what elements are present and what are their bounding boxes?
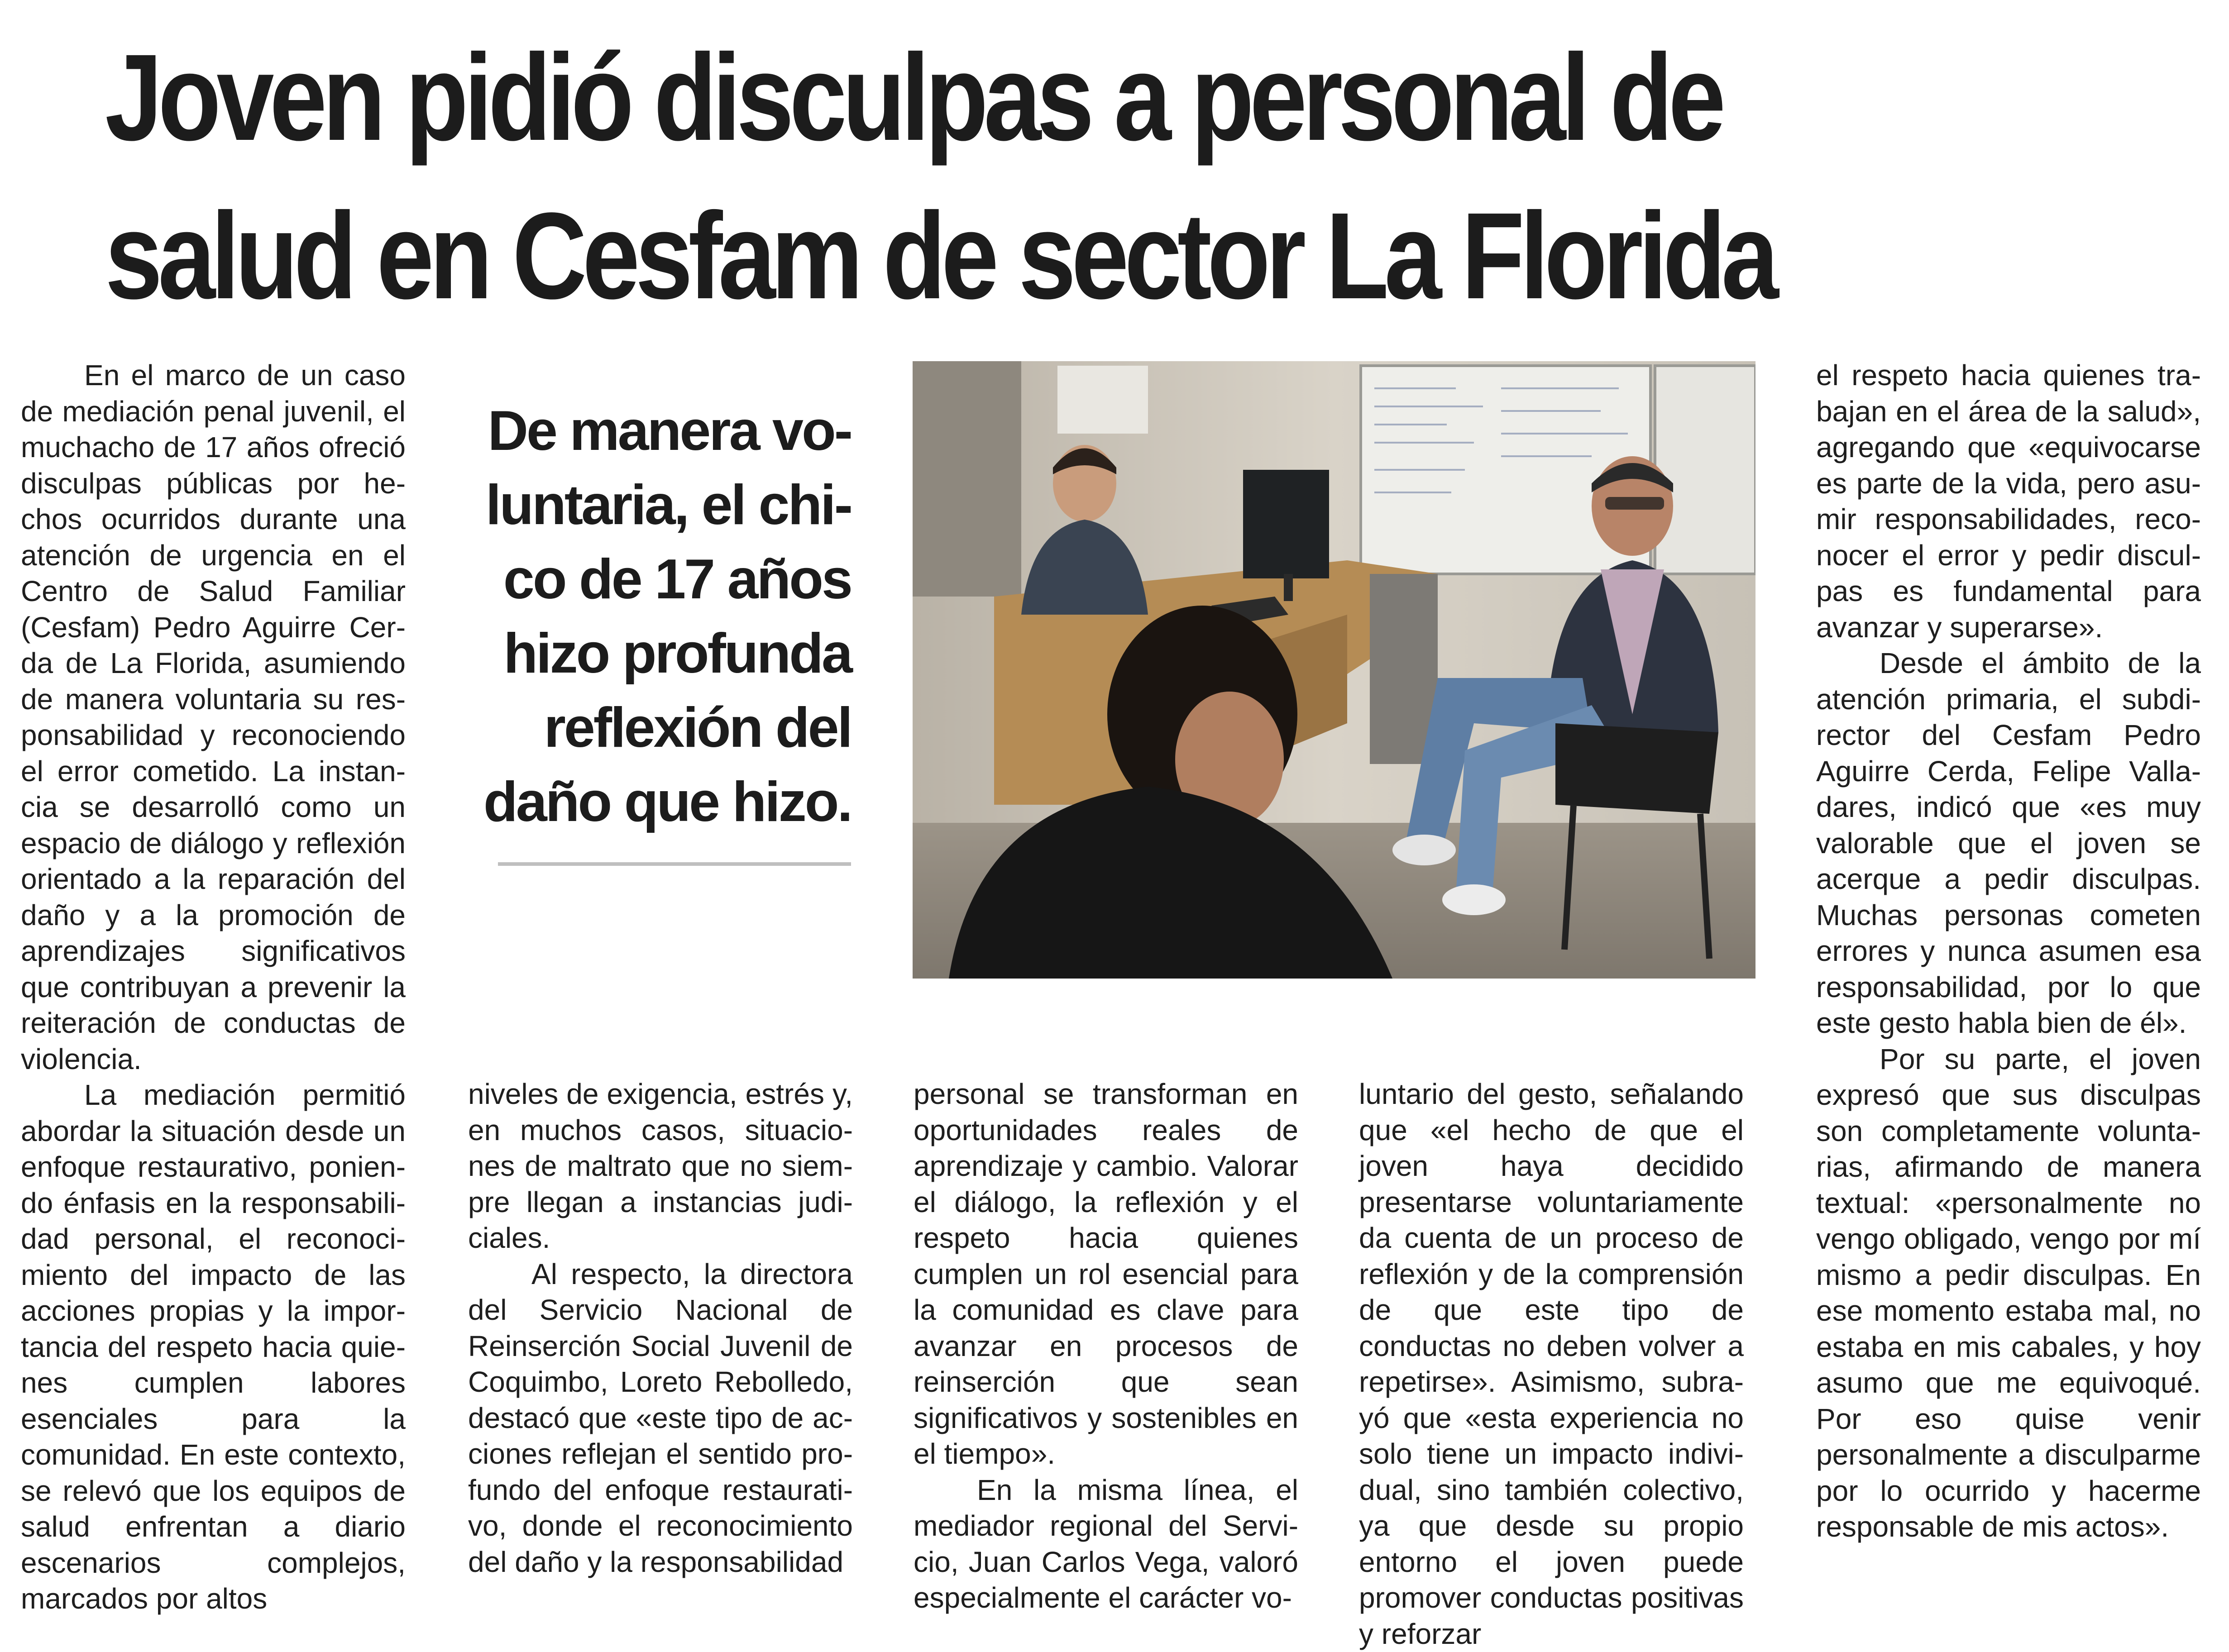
article-column-5 xyxy=(1816,358,2201,1545)
article-column-1 xyxy=(21,358,406,1617)
paragraph-intro: En el marco de un caso de mediación penal juvenil, el muchacho de 17 años ofreció disculpas públicas por hechos ocurridos durante una atención de urgencia en el Centro de Salud Familiar (Cesfam) Pedro Aguirre Cerda de La Florida, asumiendo de manera voluntaria su responsabilidad y reconociendo el error cometido. La instancia se desarrolló como un espacio de diálogo y reflexión orientado a la reparación del daño y a la promoción de aprendizajes significativos que contribuyan a prevenir la reiteración de conductas de violencia. xyxy=(21,359,406,1075)
article-photo xyxy=(913,361,1755,979)
photo-meeting-image xyxy=(913,361,1755,979)
paragraph-mediation: La mediación permitió abordar la situación desde un enfoque restaurativo, poniendo énfasis en la responsabilidad personal, el reconocimiento del impacto de las acciones propias y la importancia del respeto hacia quienes cumplen labores esenciales para la comunidad. En este contexto, se relevó que los equipos de salud enfrentan a diario escenarios complejos, marcados por altos xyxy=(21,1079,406,1615)
pull-quote-line: reflexión del xyxy=(544,697,851,759)
headline-line-2: salud en Cesfam de sector La Florida xyxy=(105,187,1775,325)
pull-quote-line: co de 17 años xyxy=(503,548,851,611)
pull-quote-line: De manera vo- xyxy=(488,400,851,462)
article-column-3 xyxy=(914,1076,1298,1616)
headline xyxy=(105,18,1801,335)
pull-quote-divider xyxy=(498,862,851,866)
paragraph-continued: niveles de exigencia, estrés y, en muchos casos, situaciones de maltrato que no siempre llegan a instancias judiciales. xyxy=(468,1078,853,1254)
paragraph-continued: personal se transforman en oportunidades reales de aprendizaje y cambio. Valorar el diálogo, la reflexión y el respeto hacia quienes cumplen un rol esencial para la comunidad es clave para avanzar en procesos de reinserción que sean significativos y sostenibles en el tiempo». xyxy=(914,1078,1298,1470)
paragraph-mediator: En la misma línea, el mediador regional del Servicio, Juan Carlos Vega, valoró especialmente el carácter vo- xyxy=(914,1473,1298,1614)
pull-quote xyxy=(480,394,851,839)
pull-quote-line: luntaria, el chi- xyxy=(485,474,851,536)
article-column-4 xyxy=(1359,1076,1744,1652)
paragraph-director-quote: Al respecto, la directora del Servicio Nacional de Reinserción Social Juvenil de Coquimbo, Loreto Rebolledo, destacó que «este tipo de acciones reflejan el sentido profundo del enfoque restaurativo, donde el reconocimiento del daño y la responsabilidad xyxy=(468,1257,853,1578)
paragraph-continued: luntario del gesto, señalando que «el hecho de que el joven haya decidido presentarse voluntariamente da cuenta de un proceso de reflexión y de la comprensión de que este tipo de conductas no deben volver a repetirse». Asimismo, subrayó que «esta experiencia no solo tiene un impacto individual, sino también colectivo, ya que desde su propio entorno el joven puede promover conductas positivas y reforzar xyxy=(1359,1078,1744,1650)
headline-line-1: Joven pidió disculpas a personal de xyxy=(105,29,1722,166)
article-column-2 xyxy=(468,1076,853,1580)
paragraph-youth-statement: Por su parte, el joven expresó que sus disculpas son completamente voluntarias, afirmando de manera textual: «personalmente no vengo obligado, vengo por mí mismo a pedir disculpas. En ese momento estaba mal, no estaba en mis cabales, y hoy asumo que me equivoqué. Por eso quise venir personalmente a disculparme por lo ocurrido y hacerme responsable de mis actos». xyxy=(1816,1042,2201,1543)
paragraph-continued: el respeto hacia quienes trabajan en el área de la salud», agregando que «equivocarse es parte de la vida, pero asumir responsabilidades, reconocer el error y pedir disculpas es fundamental para avanzar y superarse». xyxy=(1816,359,2201,644)
paragraph-subdirector: Desde el ámbito de la atención primaria, el subdirector del Cesfam Pedro Aguirre Cerda, Felipe Valladares, indicó que «es muy valorable que el joven se acerque a pedir disculpas. Muchas personas cometen errores y nunca asumen esa responsabilidad, por lo que este gesto habla bien de él». xyxy=(1816,647,2201,1039)
pull-quote-line: hizo profunda xyxy=(503,622,851,685)
pull-quote-line: daño que hizo. xyxy=(483,771,851,833)
